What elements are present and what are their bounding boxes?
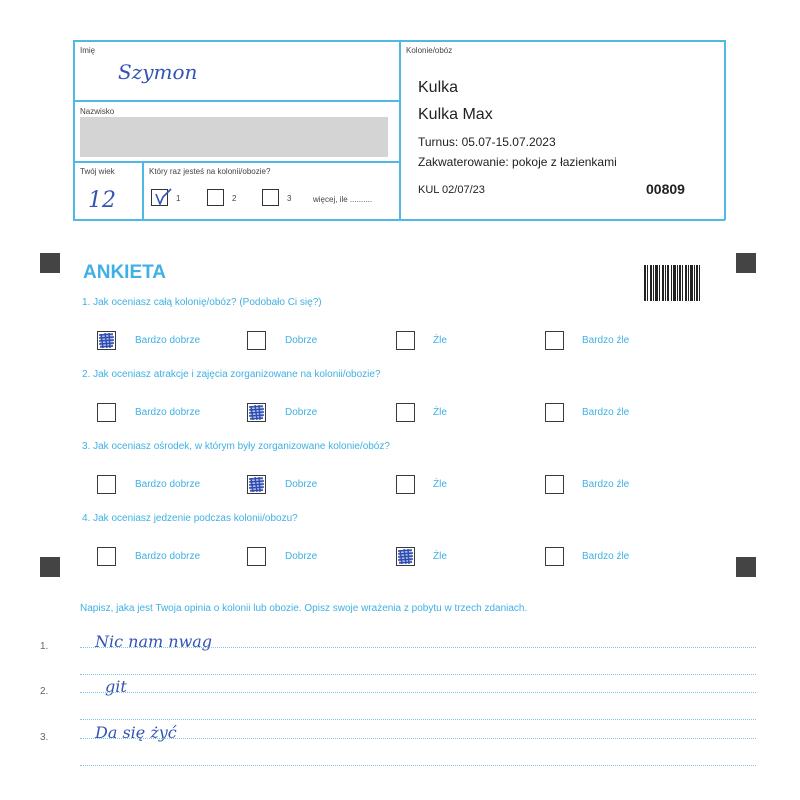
question-2-text: 2. Jak oceniasz atrakcje i zajęcia zorganizowane na kolonii/obozie? bbox=[82, 369, 381, 380]
wiek-value[interactable]: 12 bbox=[88, 188, 116, 213]
ktory-raz-checkbox-1[interactable] bbox=[151, 189, 168, 206]
ktory-raz-label: Który raz jesteś na kolonii/obozie? bbox=[149, 167, 271, 176]
opinion-line-text[interactable]: git bbox=[105, 677, 127, 696]
filled-mark-icon bbox=[248, 404, 265, 421]
dotted-writing-line bbox=[80, 765, 756, 766]
question-4-option-2-checkbox[interactable] bbox=[247, 547, 266, 566]
question-3-text: 3. Jak oceniasz ośrodek, w którym były zorganizowane kolonie/obóz? bbox=[82, 441, 390, 452]
question-1-option-3-checkbox[interactable] bbox=[396, 331, 415, 350]
wiecej-label: więcej, ile .......... bbox=[313, 195, 373, 204]
question-2-option-4-checkbox[interactable] bbox=[545, 403, 564, 422]
zakwaterowanie: Zakwaterowanie: pokoje z łazienkami bbox=[418, 155, 617, 169]
question-3-option-4-checkbox[interactable] bbox=[545, 475, 564, 494]
opinion-prompt: Napisz, jaka jest Twoja opinia o kolonii lub obozie. Opisz swoje wrażenia z pobytu w trzech zdaniach. bbox=[80, 603, 528, 614]
registration-marker bbox=[736, 253, 756, 273]
question-3-option-3-checkbox[interactable] bbox=[396, 475, 415, 494]
question-1-option-1-checkbox[interactable] bbox=[97, 331, 116, 350]
form-number: 00809 bbox=[646, 181, 685, 197]
ktory-raz-option-1: 1 bbox=[176, 194, 181, 203]
question-2-option-4-label: Bardzo źle bbox=[582, 407, 630, 418]
imie-value[interactable]: Szymon bbox=[118, 60, 198, 84]
opinion-line-number: 2. bbox=[40, 686, 49, 697]
filled-mark-icon bbox=[98, 332, 115, 349]
turnus: Turnus: 05.07-15.07.2023 bbox=[418, 135, 556, 149]
question-2-option-3-label: Źle bbox=[433, 407, 447, 418]
imie-label: Imię bbox=[80, 46, 96, 55]
question-4-option-2-label: Dobrze bbox=[285, 551, 318, 562]
question-1-option-2-label: Dobrze bbox=[285, 335, 318, 346]
question-1-option-3-label: Źle bbox=[433, 335, 447, 346]
question-1-text: 1. Jak oceniasz całą kolonię/obóz? (Podobało Ci się?) bbox=[82, 297, 322, 308]
question-4-option-3-label: Źle bbox=[433, 551, 447, 562]
question-3-option-1-checkbox[interactable] bbox=[97, 475, 116, 494]
question-4-option-4-label: Bardzo źle bbox=[582, 551, 630, 562]
question-3-option-1-label: Bardzo dobrze bbox=[135, 479, 201, 490]
nazwisko-redacted bbox=[80, 117, 388, 157]
dotted-writing-line bbox=[80, 719, 756, 720]
question-3-option-4-label: Bardzo źle bbox=[582, 479, 630, 490]
nazwisko-label: Nazwisko bbox=[80, 107, 115, 116]
opinion-line-number: 1. bbox=[40, 641, 49, 652]
dotted-writing-line bbox=[80, 674, 756, 675]
question-3-option-3-label: Źle bbox=[433, 479, 447, 490]
barcode-icon bbox=[644, 265, 700, 301]
dotted-writing-line bbox=[80, 647, 756, 648]
opinion-line-number: 3. bbox=[40, 732, 49, 743]
question-4-option-3-checkbox[interactable] bbox=[396, 547, 415, 566]
question-2-option-1-label: Bardzo dobrze bbox=[135, 407, 201, 418]
question-3-option-2-checkbox[interactable] bbox=[247, 475, 266, 494]
question-2-option-3-checkbox[interactable] bbox=[396, 403, 415, 422]
form-code: KUL 02/07/23 bbox=[418, 184, 485, 196]
ktory-raz-checkbox-3[interactable] bbox=[262, 189, 279, 206]
question-3-option-2-label: Dobrze bbox=[285, 479, 318, 490]
dotted-writing-line bbox=[80, 692, 756, 693]
kolonie-subname: Kulka Max bbox=[418, 106, 493, 123]
question-4-option-1-checkbox[interactable] bbox=[97, 547, 116, 566]
question-4-text: 4. Jak oceniasz jedzenie podczas kolonii/obozu? bbox=[82, 513, 298, 524]
registration-marker bbox=[40, 253, 60, 273]
filled-mark-icon bbox=[397, 548, 414, 565]
registration-marker bbox=[736, 557, 756, 577]
question-1-option-1-label: Bardzo dobrze bbox=[135, 335, 201, 346]
survey-title: ANKIETA bbox=[83, 262, 167, 283]
question-1-option-2-checkbox[interactable] bbox=[247, 331, 266, 350]
kolonie-label: Kolonie/obóz bbox=[406, 46, 453, 55]
question-2-option-2-checkbox[interactable] bbox=[247, 403, 266, 422]
registration-marker bbox=[40, 557, 60, 577]
filled-mark-icon bbox=[248, 476, 265, 493]
question-2-option-2-label: Dobrze bbox=[285, 407, 318, 418]
dotted-writing-line bbox=[80, 738, 756, 739]
kolonie-name: Kulka bbox=[418, 79, 459, 96]
question-1-option-4-label: Bardzo źle bbox=[582, 335, 630, 346]
question-4-option-4-checkbox[interactable] bbox=[545, 547, 564, 566]
question-1-option-4-checkbox[interactable] bbox=[545, 331, 564, 350]
question-2-option-1-checkbox[interactable] bbox=[97, 403, 116, 422]
opinion-line-text[interactable]: Nic nam nwag bbox=[95, 632, 213, 651]
ktory-raz-checkbox-2[interactable] bbox=[207, 189, 224, 206]
ktory-raz-option-3: 3 bbox=[287, 194, 292, 203]
question-4-option-1-label: Bardzo dobrze bbox=[135, 551, 201, 562]
ktory-raz-option-2: 2 bbox=[232, 194, 237, 203]
wiek-label: Twój wiek bbox=[80, 167, 115, 176]
opinion-line-text[interactable]: Da się żyć bbox=[95, 723, 177, 742]
